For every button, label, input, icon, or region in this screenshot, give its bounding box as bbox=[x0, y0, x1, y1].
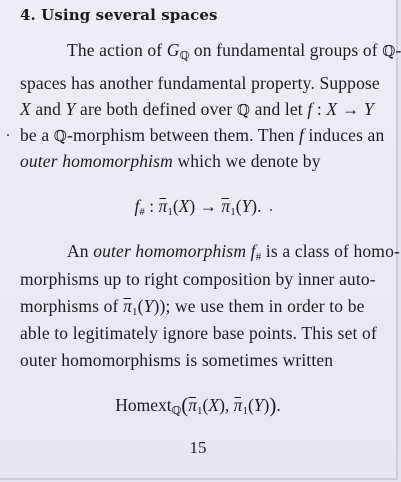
paragraph-2-line-4: able to legitimately ignore base points. This set of bbox=[20, 323, 377, 343]
paragraph-2-line-2: morphisms up to right composition by inner auto- bbox=[20, 269, 376, 289]
paragraph-2-line-5: outer homomorphisms is sometimes written bbox=[20, 350, 334, 370]
paragraph-2-line-3: morphisms of $\pi_1(Y)$); we use them in order to be bbox=[20, 296, 365, 318]
scan-speck bbox=[7, 134, 9, 136]
paragraph-1-line-2: spaces has another fundamental property. Suppose bbox=[20, 73, 380, 93]
paragraph-1-line-5: outer homomorphism which we denote by bbox=[20, 151, 321, 171]
equation-1: $f_{\#}$ : $\pi_1(X) \to \pi_1(Y)$. bbox=[134, 196, 262, 218]
paragraph-2-line-1: An outer homomorphism $f_{\#}$ is a class of homo- bbox=[67, 241, 400, 263]
paragraph-1-line-4: be a ℚ-morphism between them. Then f induces an bbox=[20, 125, 385, 145]
paragraph-1-line-1: The action of $G_ℚ$ on fundamental groups of ℚ- bbox=[67, 40, 401, 62]
scan-speck bbox=[270, 209, 272, 211]
paragraph-1-line-3: X and Y are both defined over ℚ and let f : X → Y bbox=[20, 99, 374, 119]
page-number: 15 bbox=[189, 438, 207, 457]
section-heading: 4. Using several spaces bbox=[20, 6, 218, 24]
equation-2: $Homext_ℚ(\pi_1(X)$, $\pi_1(Y)$). bbox=[115, 393, 281, 417]
